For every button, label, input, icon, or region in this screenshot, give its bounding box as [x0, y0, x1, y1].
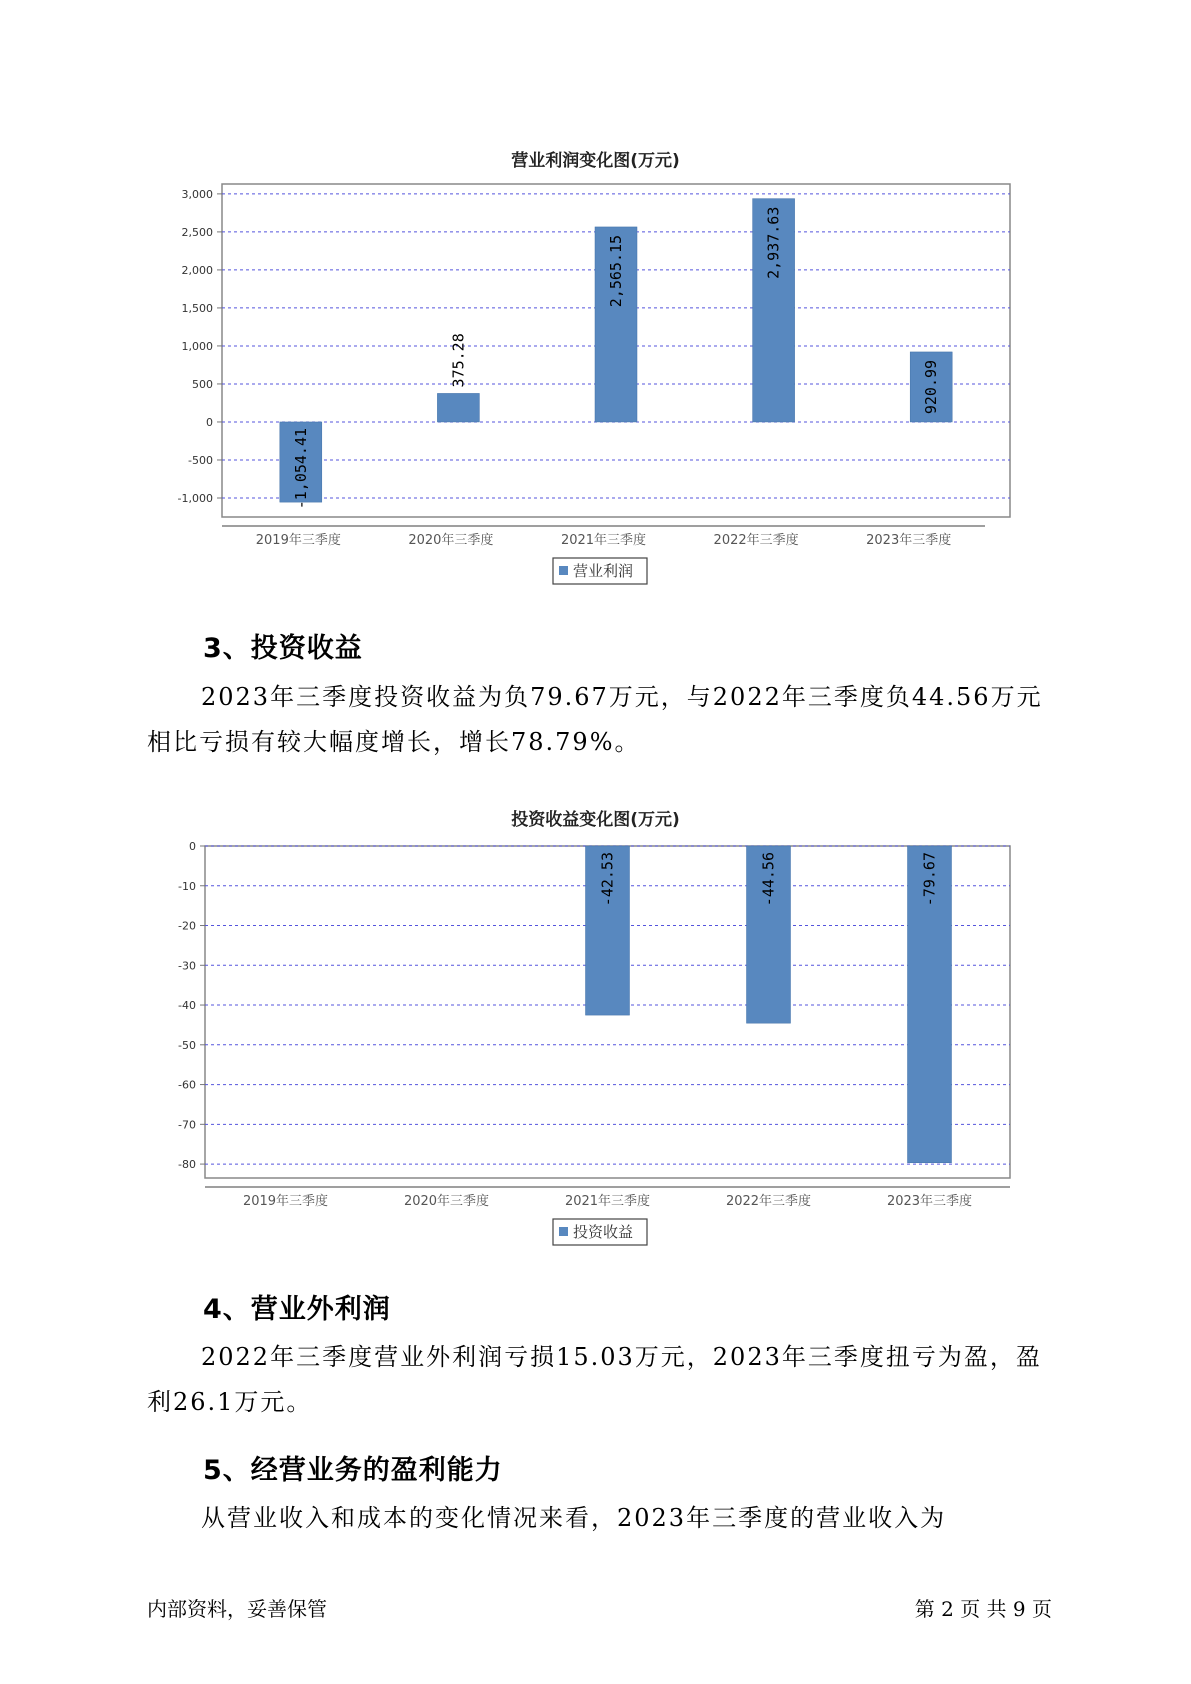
footer-confidential: 内部资料，妥善保管	[147, 1597, 327, 1621]
section-5-heading: 5、经营业务的盈利能力	[203, 1455, 503, 1486]
section-4-line-1: 2022年三季度营业外利润亏损15.03万元，2023年三季度扭亏为盈，盈	[201, 1343, 1042, 1371]
bar-value-label: 375.28	[449, 333, 468, 388]
chart-legend	[553, 1219, 647, 1245]
y-tick-label: 2,000	[181, 263, 213, 277]
x-category-label: 2019年三季度	[255, 533, 341, 548]
y-tick-label: 500	[192, 377, 213, 391]
y-tick-label: -50	[178, 1038, 196, 1052]
y-tick-label: -40	[178, 999, 196, 1013]
section-5-paragraph	[147, 1496, 1067, 1541]
y-tick-label: 1,000	[181, 339, 213, 353]
section-4-paragraph	[147, 1335, 1067, 1425]
x-category-label: 2023年三季度	[866, 533, 952, 548]
legend-swatch	[559, 566, 568, 575]
x-category-label: 2020年三季度	[408, 533, 494, 548]
bar-value-label: 920.99	[922, 359, 941, 415]
chart-legend	[553, 558, 647, 584]
y-tick-label: -20	[178, 919, 196, 933]
y-tick-label: -60	[178, 1078, 196, 1092]
y-tick-label: -80	[178, 1158, 196, 1172]
bar-value-label: 2,937.63	[764, 206, 783, 279]
bar-value-label: -44.56	[759, 852, 778, 907]
section-4-heading: 4、营业外利润	[203, 1294, 391, 1325]
section-3-line-2: 相比亏损有较大幅度增长，增长78.79%。	[147, 728, 641, 756]
bar-value-label: -79.67	[920, 852, 939, 907]
y-tick-label: -500	[188, 453, 213, 467]
investment-income-chart	[0, 830, 1191, 1250]
operating-profit-chart	[0, 170, 1191, 590]
chart1-title: 营业利润变化图(万元)	[511, 151, 680, 171]
y-tick-label: 0	[189, 840, 196, 853]
legend-label: 投资收益	[573, 1223, 634, 1241]
x-category-label: 2020年三季度	[403, 1194, 490, 1209]
y-tick-label: 2,500	[181, 225, 213, 239]
x-category-label: 2023年三季度	[886, 1194, 973, 1209]
y-tick-label: 1,500	[181, 301, 213, 315]
y-tick-label: -10	[178, 879, 196, 893]
y-tick-label: -30	[178, 959, 196, 973]
x-category-label: 2022年三季度	[713, 533, 799, 548]
footer-page-number: 第 2 页 共 9 页	[914, 1597, 1052, 1621]
legend-label: 营业利润	[573, 562, 634, 580]
bar-value-label: -1,054.41	[291, 427, 310, 510]
legend-swatch	[559, 1227, 568, 1236]
section-3-line-1: 2023年三季度投资收益为负79.67万元，与2022年三季度负44.56万元	[201, 683, 1043, 711]
chart2-title: 投资收益变化图(万元)	[511, 810, 680, 830]
y-tick-label: 0	[206, 415, 213, 429]
section-3-paragraph	[147, 675, 1067, 765]
x-category-label: 2021年三季度	[560, 533, 647, 548]
x-category-label: 2019年三季度	[242, 1194, 329, 1209]
bar	[437, 393, 479, 422]
section-3-heading: 3、投资收益	[203, 633, 363, 664]
bar-value-label: 2,565.15	[607, 234, 625, 308]
section-5-line-1: 从营业收入和成本的变化情况来看，2023年三季度的营业收入为	[201, 1504, 947, 1532]
section-4-line-2: 利26.1万元。	[147, 1388, 313, 1416]
x-category-label: 2022年三季度	[725, 1194, 812, 1209]
y-tick-label: -70	[178, 1118, 196, 1132]
y-tick-label: 3,000	[181, 187, 213, 201]
x-category-label: 2021年三季度	[564, 1194, 651, 1209]
y-tick-label: -1,000	[177, 491, 213, 505]
bar-value-label: -42.53	[598, 852, 617, 907]
